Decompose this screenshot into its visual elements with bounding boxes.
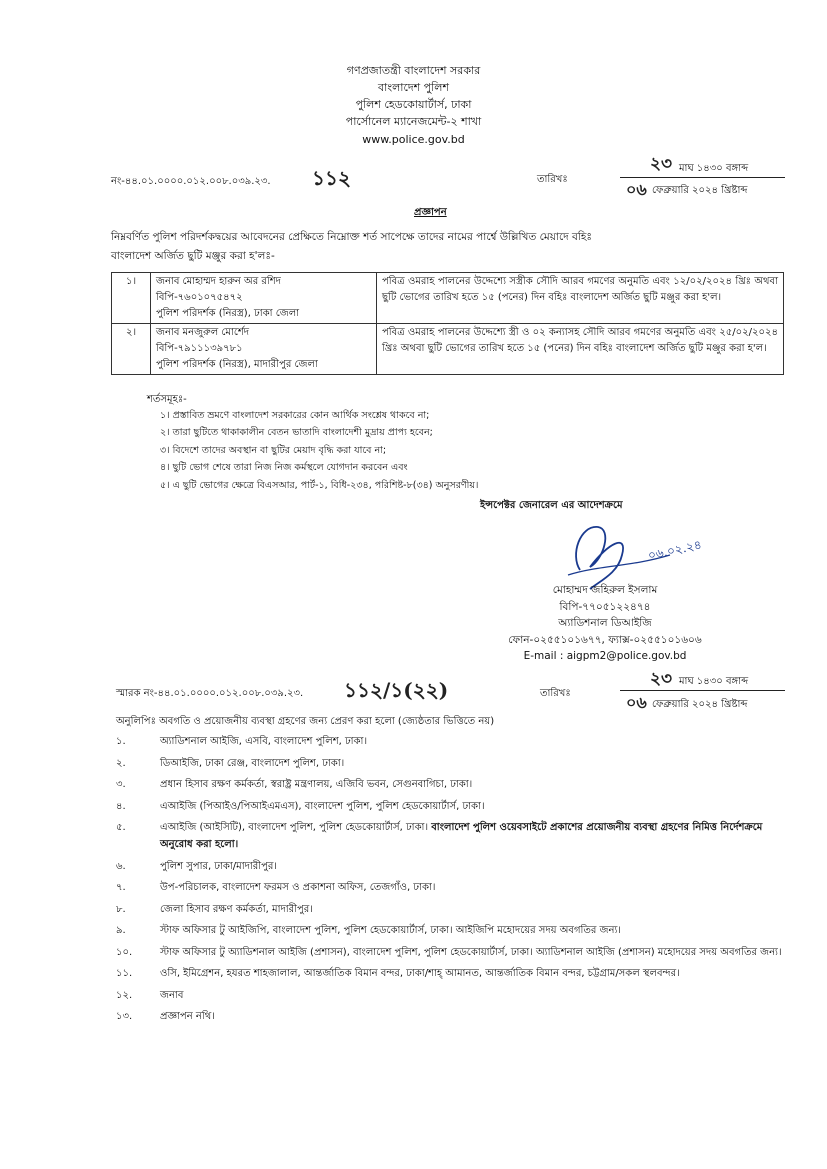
list-item: [116, 819, 788, 853]
copy-date-label: তারিখঃ: [540, 688, 571, 699]
copy-date-bangla: মাঘ ১৪৩০ বঙ্গাব্দ: [679, 676, 749, 687]
condition-item: ৩। বিদেশে তাদের অবস্থান বা ছুটির মেয়াদ বৃদ্ধি করা যাবে না;: [160, 444, 387, 456]
intro-line-2: বাংলাদেশ অর্জিত ছুটি মঞ্জুর করা হ'লঃ-: [111, 250, 275, 262]
website: www.police.gov.bd: [362, 133, 465, 146]
conditions-heading: শর্তসমূহঃ-: [147, 394, 187, 405]
signatory-block: [470, 582, 740, 665]
condition-item: ৪। ছুটি ভোগ শেষে তারা নিজ নিজ কর্মস্থলে যোগদান করবেন এবং: [160, 462, 408, 474]
item-text: প্রধান হিসাব রক্ষণ কর্মকর্তা, স্বরাষ্ট্র মন্ত্রণালয়, এজিবি ভবন, সেগুনবাগিচা, ঢাকা।: [160, 779, 473, 790]
copy-ref-handwritten: ১১২/১(২২): [344, 678, 449, 702]
list-item: [116, 922, 788, 939]
list-item: [116, 733, 788, 750]
memo-date-label: তারিখঃ: [537, 174, 568, 185]
office-name: পুলিশ হেডকোয়ার্টার্স, ঢাকা: [355, 98, 472, 111]
item-text-bold: বাংলাদেশ পুলিশ ওয়েবসাইটে প্রকাশের প্রয়োজনীয় ব্যবস্থা গ্রহণের নিমিত্ত নির্দেশক্রমে অনুরোধ করা হলো।: [160, 822, 763, 850]
item-text: অ্যাডিশনাল আইজি, এসবি, বাংলাদেশ পুলিশ, ঢাকা।: [160, 736, 368, 747]
department-name: বাংলাদেশ পুলিশ: [378, 81, 449, 94]
list-item: [116, 965, 788, 982]
table-row: [112, 273, 784, 324]
leave-detail: পবিত্র ওমরাহ পালনের উদ্দেশ্যে সস্ত্রীক সৌদি আরব গমণের অনুমতি এবং ১২/০২/২০২৪ খ্রিঃ অথবা ছুটি ভোগের তারিখ হতে ১৫ (পনের) দিন বহিঃ বাংলাদেশ অর্জিত ছুটি মঞ্জুর করা হ'ল।: [377, 273, 784, 324]
item-text: উপ-পরিচালক, বাংলাদেশ ফরমস ও প্রকাশনা অফিস, তেজগাঁও, ঢাকা।: [160, 882, 436, 893]
list-item: [116, 755, 788, 772]
item-number: ৭.: [116, 882, 126, 893]
item-text: প্রজ্ঞাপন নথি।: [160, 1011, 215, 1022]
item-text: পুলিশ সুপার, ঢাকা/মাদারীপুর।: [160, 860, 278, 872]
signatory-bp: বিপি-৭৭০৫১২২৪৭৪: [559, 600, 651, 613]
list-item: [116, 879, 788, 896]
item-text: জেলা হিসাব রক্ষণ কর্মকর্তা, মাদারীপুর।: [160, 903, 313, 915]
item-text: স্টাফ অফিসার টু অ্যাডিশনাল আইজি (প্রশাসন), বাংলাদেশ পুলিশ, পুলিশ হেডকোয়ার্টার্স, ঢাকা। অ্যাডিশনাল আইজি (প্রশাসন) মহোদয়ের সদয় অবগতির জন্য।: [160, 946, 782, 958]
conditions-list: [160, 407, 478, 494]
memo-ref-handwritten: ১১২: [312, 166, 351, 190]
table-row: [112, 324, 784, 375]
item-text: ডিআইজি, ঢাকা রেঞ্জ, বাংলাদেশ পুলিশ, ঢাকা।: [160, 757, 345, 769]
memo-date-bangla: মাঘ ১৪৩০ বঙ্গাব্দ: [679, 163, 749, 174]
item-text: ওসি, ইমিগ্রেশন, হযরত শাহজালাল, আন্তর্জাতিক বিমান বন্দর, ঢাকা/শাহ্ আমানত, আন্তর্জাতিক বিমান বন্দর, চট্টগ্রাম/সকল স্থলবন্দর।: [160, 968, 680, 979]
item-number: ৪.: [116, 800, 126, 812]
signature-date: ০৬.০২.২৪: [646, 537, 703, 563]
branch-name: পার্সোনেল ম্যানেজমেন্ট-২ শাখা: [345, 115, 482, 128]
signatory-name: মোহাম্মদ জহিরুল ইসলাম: [552, 584, 658, 596]
condition-item: ২। তারা ছুটিতে থাকাকালীন বেতন ভাতাদি বাংলাদেশী মুদ্রায় প্রাপ্য হবেন;: [160, 427, 433, 439]
item-number: ১১.: [116, 968, 133, 979]
item-text-plain: এআইজি (আইসিটি), বাংলাদেশ পুলিশ, পুলিশ হেডকোয়ার্টার্স, ঢাকা।: [160, 822, 429, 833]
list-item: [116, 987, 788, 1004]
officers-table: [111, 272, 784, 375]
list-item: [116, 798, 788, 815]
notification-title: প্রজ্ঞাপন: [414, 207, 447, 218]
officer-bp: বিপি-৭৬০১০৭৫৪৭২: [156, 292, 243, 303]
leave-detail: পবিত্র ওমরাহ পালনের উদ্দেশ্যে স্ত্রী ও ০২ কন্যাসহ সৌদি আরব গমণের অনুমতি এবং ২৫/০২/২০২৪ খ্রিঃ অথবা ছুটি ভোগের তারিখ হতে ১৫ (পনের) দিন বহিঃ বাংলাদেশ অর্জিত ছুটি মঞ্জুর করা হ'ল।: [377, 324, 784, 375]
item-number: ১৩.: [116, 1011, 133, 1022]
row-number: ২।: [112, 324, 151, 375]
order-line: ইন্সপেক্টর জেনারেল এর আদেশক্রমে: [480, 500, 623, 511]
copy-date-english: ফেব্রুয়ারি ২০২৪ খ্রিষ্টাব্দ: [652, 699, 748, 710]
copy-ref-number: স্মারক নং-৪৪.০১.০০০০.০১২.০০৮.০৩৯.২৩.: [116, 688, 304, 699]
officer-designation: পুলিশ পরিদর্শক (নিরস্ত্র), মাদারীপুর জেলা: [156, 359, 318, 370]
item-text: স্টাফ অফিসার টু আইজিপি, বাংলাদেশ পুলিশ, পুলিশ হেডকোয়ার্টার্স, ঢাকা। আইজিপি মহোদয়ের সদয় অবগতির জন্য।: [160, 925, 621, 936]
item-number: ৯.: [116, 925, 126, 936]
officer-bp: বিপি-৭৯১১১৩৯৭৮১: [156, 343, 243, 354]
officer-designation: পুলিশ পরিদর্শক (নিরস্ত্র), ঢাকা জেলা: [156, 308, 300, 319]
officer-name: জনাব মনজুরুল মোর্শেদ: [156, 327, 250, 338]
item-number: ১০.: [116, 946, 133, 958]
list-item: [116, 1008, 788, 1025]
officer-cell: [151, 273, 377, 324]
list-item: [116, 944, 788, 961]
copy-date-english-day: ০৬: [626, 693, 647, 712]
memo-ref-number: নং-৪৪.০১.০০০০.০১২.০০৮.০৩৯.২৩.: [111, 176, 271, 187]
condition-item: ৫। এ ছুটি ভোগের ক্ষেত্রে বিএসআর, পার্ট-১, বিধি-২৩৪, পরিশিষ্ট-৮(৩৪) অনুসরণীয়।: [160, 479, 479, 491]
intro-line-1: নিম্নবর্ণিত পুলিশ পরিদর্শকদ্বয়ের আবেদনের প্রেক্ষিতে নিম্নোক্ত শর্ত সাপেক্ষে তাদের নামের পার্শ্বে উল্লিখিত মেয়াদে বহিঃ: [111, 231, 592, 243]
memo-date-english-day: ০৬: [626, 180, 647, 199]
officer-cell: [151, 324, 377, 375]
item-number: ২.: [116, 757, 126, 769]
list-item: [116, 776, 788, 793]
signatory-email: E-mail : aigpm2@police.gov.bd: [523, 650, 687, 662]
memo-date-english: ফেব্রুয়ারি ২০২৪ খ্রিষ্টাব্দ: [652, 185, 748, 196]
item-number: ৩.: [116, 779, 126, 790]
copy-date-bangla-day: ২৩: [650, 669, 673, 689]
condition-item: ১। প্রস্তাবিত ভ্রমণে বাংলাদেশ সরকারের কোন আর্থিক সংশ্লেষ থাকবে না;: [160, 410, 430, 421]
government-name: গণপ্রজাতন্ত্রী বাংলাদেশ সরকার: [346, 64, 481, 77]
item-text: এআইজি (পিআইও/পিআইএমএস), বাংলাদেশ পুলিশ, পুলিশ হেডকোয়ার্টার্স, ঢাকা।: [160, 800, 485, 812]
recipient-list: [116, 733, 788, 1030]
signatory-designation: অ্যাডিশনাল ডিআইজি: [558, 617, 652, 629]
item-text: জনাব: [160, 989, 184, 1001]
copy-intro: অনুলিপিঃ অবগতি ও প্রয়োজনীয় ব্যবস্থা গ্রহণের জন্য প্রেরণ করা হলো (জ্যেষ্ঠতার ভিত্তিতে নয়): [116, 716, 495, 727]
list-item: [116, 901, 788, 918]
item-number: ৮.: [116, 903, 126, 915]
signatory-phone: ফোন-০২৫৫১০১৬৭৭, ফ্যাক্স-০২৫৫১০১৬০৬: [508, 633, 702, 646]
list-item: [116, 858, 788, 875]
item-number: ৫.: [116, 822, 126, 833]
row-number: ১।: [112, 273, 151, 324]
memo-date-bangla-day: ২৩: [650, 154, 673, 174]
item-number: ১.: [116, 736, 126, 747]
item-number: ১২.: [116, 989, 133, 1001]
item-number: ৬.: [116, 860, 126, 872]
item-text: [160, 819, 788, 853]
officer-name: জনাব মোহাম্মদ হারুন অর রশিদ: [156, 276, 281, 287]
